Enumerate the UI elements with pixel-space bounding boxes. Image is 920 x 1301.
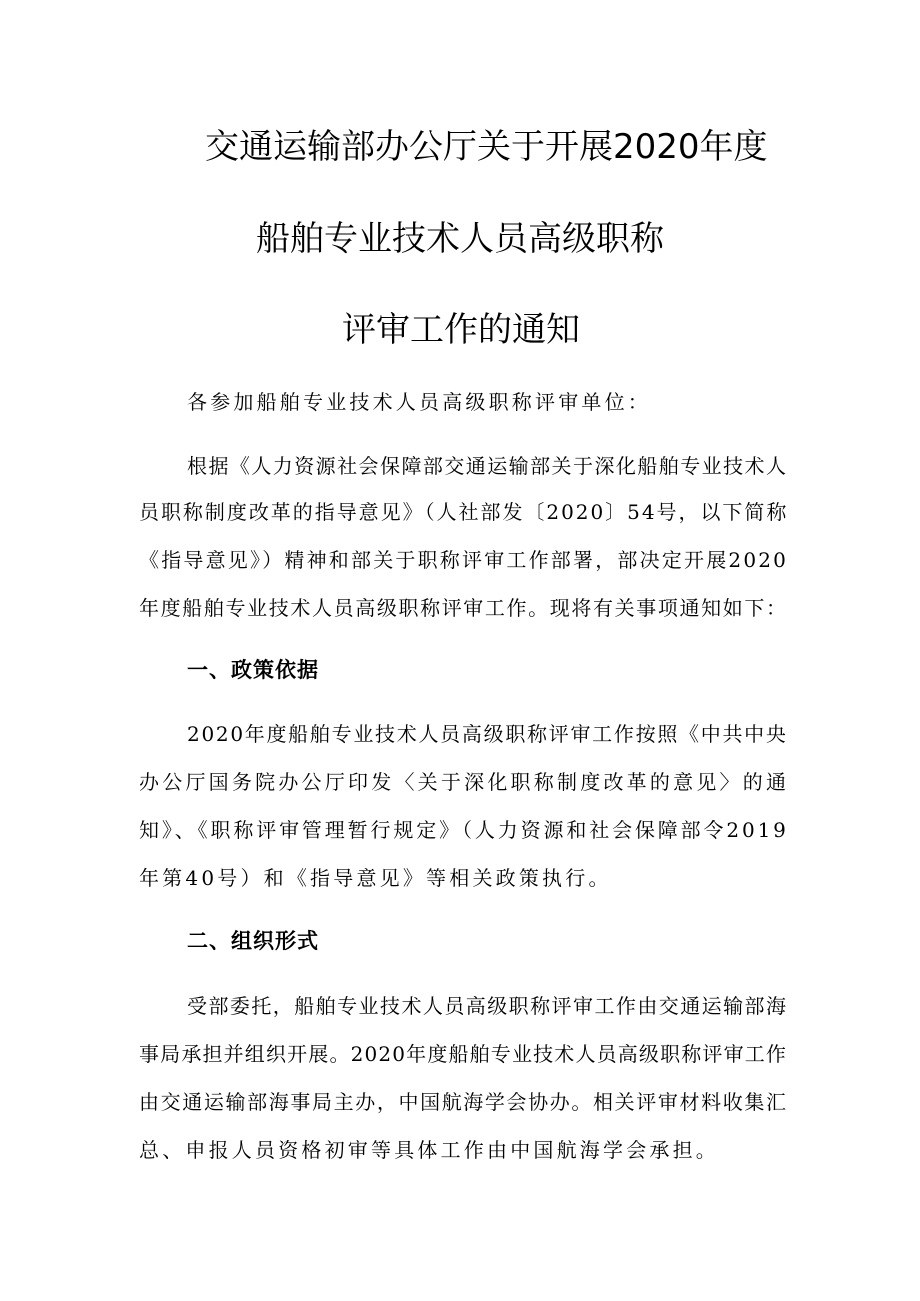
section-heading-organization-form: 二、组织形式 bbox=[187, 929, 319, 953]
section-1-line-2: 办公厅国务院办公厅印发〈关于深化职称制度改革的意见〉的通 bbox=[139, 770, 790, 794]
section-2-line-1: 受部委托，船舶专业技术人员高级职称评审工作由交通运输部海 bbox=[187, 994, 788, 1018]
document-title-line-1: 交通运输部办公厅关于开展2020年度 bbox=[205, 127, 768, 167]
section-1-line-3: 知》、《职称评审管理暂行规定》（人力资源和社会保障部令2019 bbox=[139, 818, 789, 842]
document-title-line-2: 船舶专业技术人员高级职称 bbox=[256, 219, 664, 259]
intro-line-4: 年度船舶专业技术人员高级职称评审工作。现将有关事项通知如下： bbox=[139, 596, 788, 620]
section-heading-policy-basis: 一、政策依据 bbox=[187, 658, 319, 682]
document-title-line-3: 评审工作的通知 bbox=[342, 310, 580, 350]
section-1-line-1: 2020年度船舶专业技术人员高级职称评审工作按照《中共中央 bbox=[187, 722, 788, 746]
section-1-line-4: 年第40号）和《指导意见》等相关政策执行。 bbox=[139, 866, 612, 890]
intro-line-3: 《指导意见》）精神和部关于职称评审工作部署，部决定开展2020 bbox=[139, 548, 789, 572]
section-2-line-2: 事局承担并组织开展。2020年度船舶专业技术人员高级职称评审工作 bbox=[139, 1042, 788, 1066]
intro-line-2: 员职称制度改革的指导意见》（人社部发〔2020〕54号，以下简称 bbox=[139, 500, 789, 524]
salutation: 各参加船舶专业技术人员高级职称评审单位： bbox=[187, 390, 651, 414]
section-2-line-4: 总、申报人员资格初审等具体工作由中国航海学会承担。 bbox=[139, 1138, 719, 1162]
section-2-line-3: 由交通运输部海事局主办，中国航海学会协办。相关评审材料收集汇 bbox=[139, 1090, 788, 1114]
intro-line-1: 根据《人力资源社会保障部交通运输部关于深化船舶专业技术人 bbox=[187, 454, 788, 478]
